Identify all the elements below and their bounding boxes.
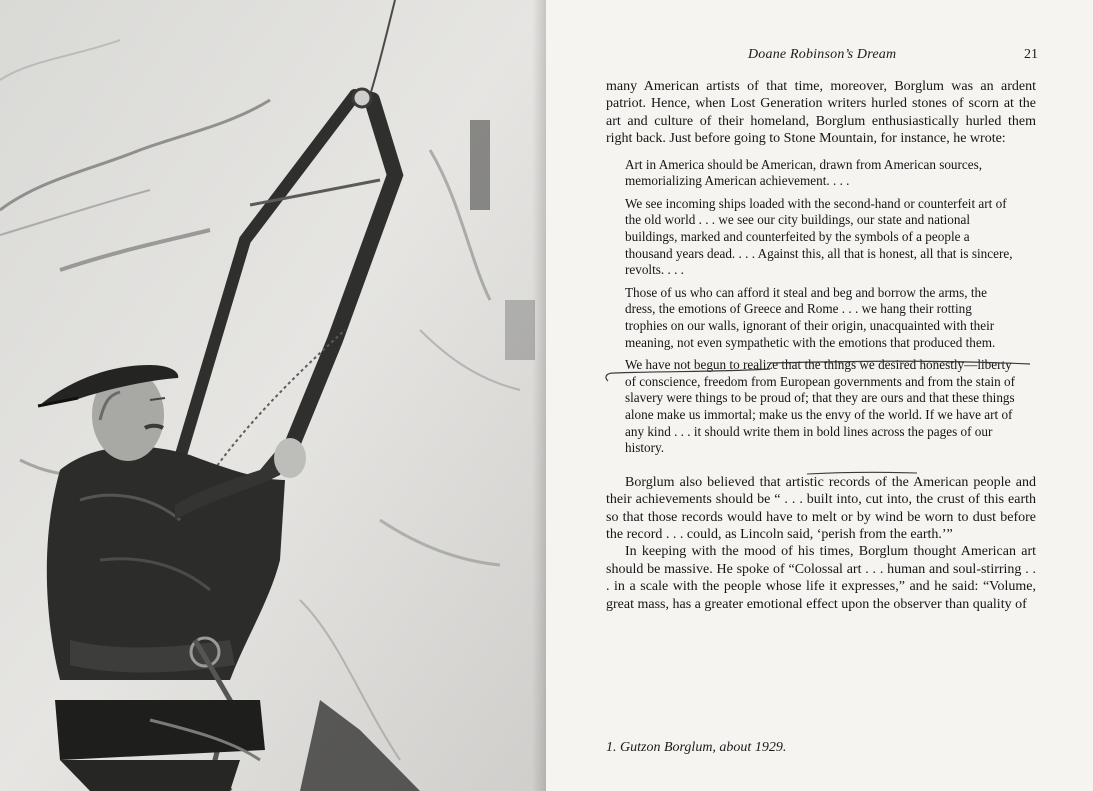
- paragraph-after-quote: Borglum also believed that artistic records of the American people and their achievements should be “ . . . built into, cut into, the crust of this earth so that those records would have to melt or by wind be worn to dust before the record . . . could, as Lincoln said, ‘perish from the earth.’”: [606, 474, 1036, 542]
- body-text: [606, 78, 1036, 613]
- quote-paragraph: Those of us who can afford it steal and beg and borrow the arms, the dress, the emotions of Greece and Rome . . . we hang their rotting trophies on our walls, ignorant of their origin, unacquainted with their meaning, not even sympathetic with the emotions that produced them.: [625, 284, 996, 350]
- intro-paragraph: many American artists of that time, moreover, Borglum was an ardent patriot. Hence, when Lost Generation writers hurled stones of scorn at the art and culture of their homeland, Borglum enthusiastically hurled them right back. Just before going to Stone Mountain, for instance, he wrote:: [606, 79, 1036, 147]
- photograph-icon: [0, 0, 546, 791]
- running-head: Doane Robinson’s Dream: [748, 47, 897, 62]
- block-quote: [625, 157, 1017, 457]
- quote-paragraph: We have not begun to realize that the things we desired honestly—liberty of conscience, freedom from European governments and from the stain of slavery were things to be proud of; that they are ours and that these things alone make us immortal; make us the envy of the world. If we have art of any kind . . . it should write them in bold lines across the pages of our history.: [625, 357, 1015, 456]
- page-number: 21: [1024, 47, 1038, 62]
- left-page: [0, 0, 546, 791]
- quote-paragraph: Art in America should be American, drawn from American sources, memorializing American achievement. . . .: [625, 156, 983, 189]
- quote-paragraph: We see incoming ships loaded with the second-hand or counterfeit art of the old world . . . we see our city buildings, our state and national buildings, marked and counterfeited by the symbols of a people a thousand years dead. . . . Against this, all that is honest, all that is sincere, revolts. . . .: [625, 195, 1013, 278]
- final-paragraph: In keeping with the mood of his times, Borglum thought American art should be massive. He spoke of “Colossal art . . . human and soul-stirring . . . in a scale with the people whose life it expresses,” and he said: “Volume, great mass, has a greater emotional effect upon the observer than quality of: [606, 544, 1036, 612]
- photo-caption: 1. Gutzon Borglum, about 1929.: [606, 740, 787, 755]
